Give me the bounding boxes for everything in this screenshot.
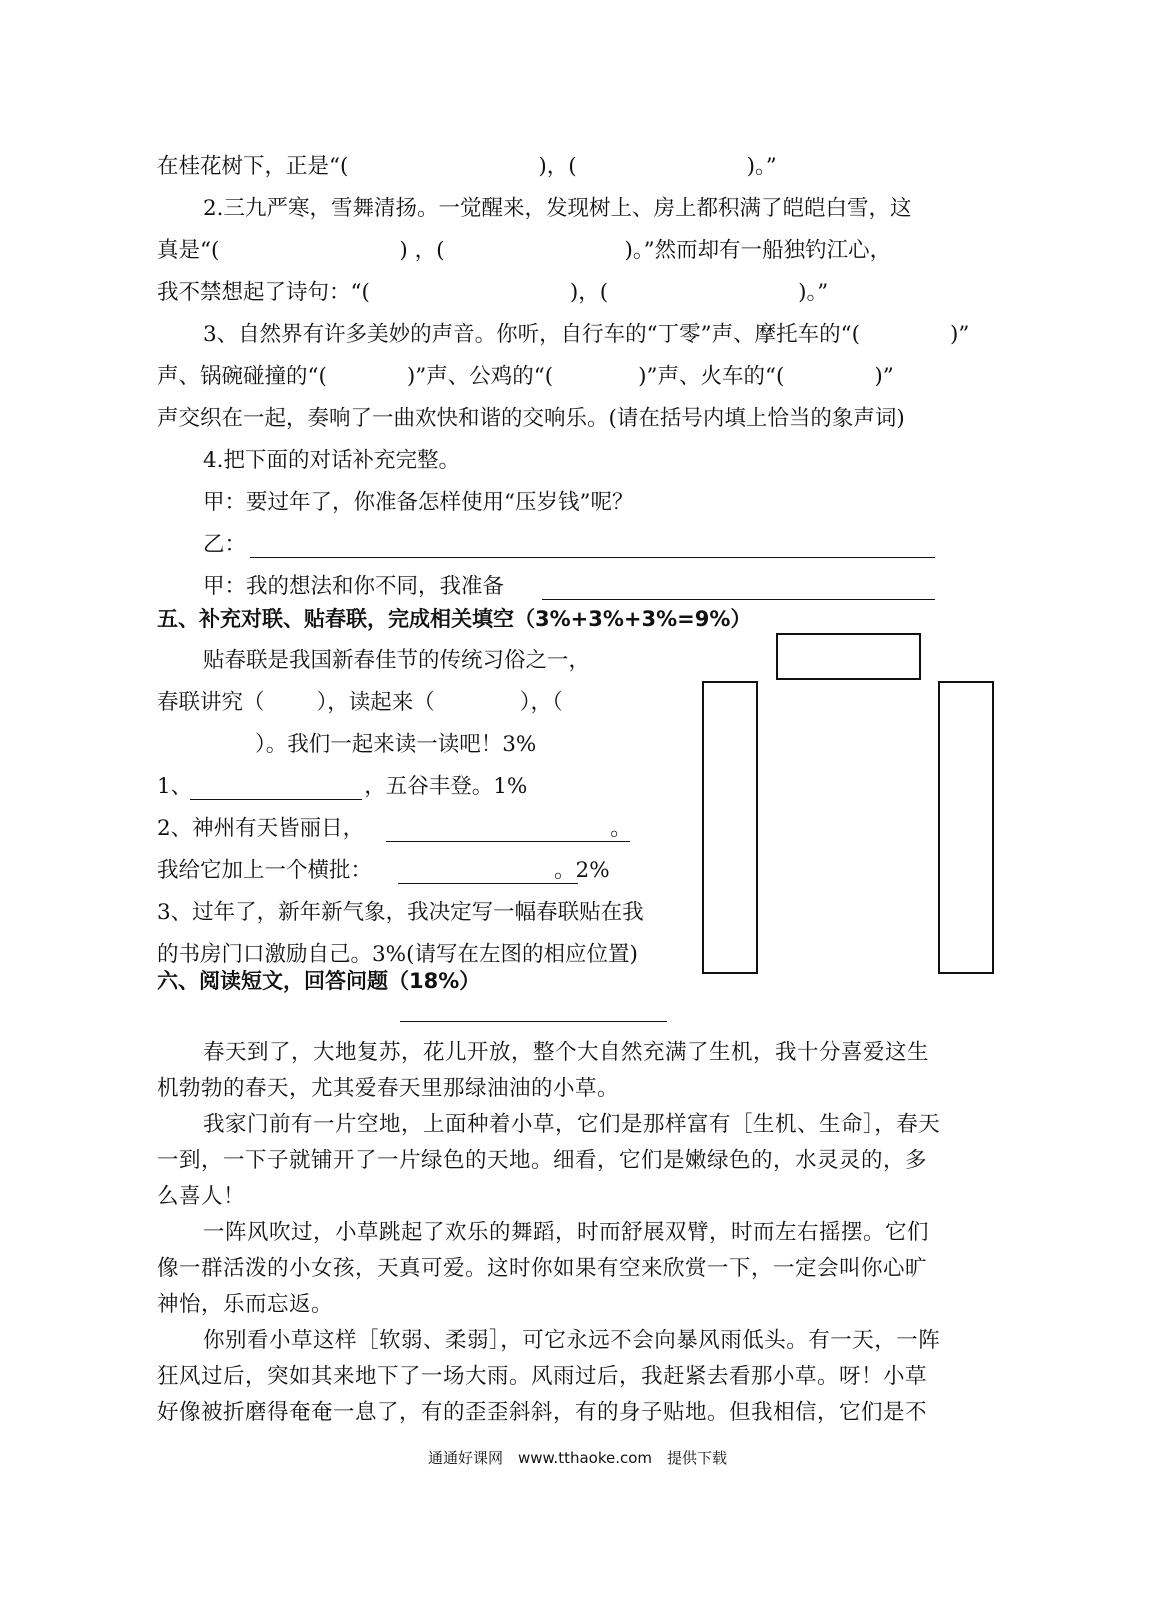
q4-line-9: 甲：要过年了，你准备怎样使用“压岁钱”呢？ bbox=[203, 490, 634, 515]
footer-text: 通通好课网 www.tthaoke.com 提供下载 bbox=[428, 1449, 728, 1467]
q4-line-7: 声交织在一起，奏响了一曲欢快和谐的交响乐。(请在括号内填上恰当的象声词) bbox=[157, 406, 905, 431]
q5-line-1: 贴春联是我国新春佳节的传统习俗之一， bbox=[203, 648, 591, 673]
couplet-horizontal-box[interactable] bbox=[776, 633, 921, 680]
q4-line-10: 乙： bbox=[203, 532, 247, 557]
q6-heading: 六、阅读短文，回答问题（18%） bbox=[157, 969, 481, 993]
title-blank[interactable] bbox=[400, 1021, 667, 1022]
para-4-line-2: 狂风过后，突如其来地下了一场大雨。风雨过后，我赶紧去看那小草。呀！小草 bbox=[157, 1364, 928, 1389]
para-2-line-3: 么喜人！ bbox=[157, 1184, 246, 1209]
couplet-blank-1[interactable] bbox=[190, 799, 362, 800]
para-1-line-2: 机勃勃的春天，尤其爱春天里那绿油油的小草。 bbox=[157, 1076, 620, 1101]
couplet-blank-2[interactable] bbox=[386, 841, 630, 842]
q5-item-1: 1、 ，五谷丰登。1% bbox=[157, 774, 528, 799]
q4-line-1: 在桂花树下，正是“( )，( )。” bbox=[157, 154, 777, 179]
q4-line-5: 3、自然界有许多美妙的声音。你听，自行车的“丁零”声、摩托车的“( )” bbox=[203, 322, 970, 347]
q5-heading: 五、补充对联、贴春联，完成相关填空（3%+3%+3%=9%） bbox=[157, 607, 752, 631]
para-3-line-1: 一阵风吹过，小草跳起了欢乐的舞蹈，时而舒展双臂，时而左右摇摆。它们 bbox=[203, 1220, 930, 1245]
q4-line-3: 真是“( ) ，( )。”然而却有一船独钓江心， bbox=[157, 238, 892, 263]
para-2-line-1: 我家门前有一片空地，上面种着小草，它们是那样富有［生机、生命］，春天 bbox=[203, 1112, 941, 1137]
answer-line-a[interactable] bbox=[542, 599, 935, 600]
couplet-left-box[interactable] bbox=[702, 681, 758, 974]
q4-line-4: 我不禁想起了诗句：“( )，( )。” bbox=[157, 280, 829, 305]
para-4-line-1: 你别看小草这样［软弱、柔弱］，可它永远不会向暴风雨低头。有一天，一阵 bbox=[203, 1328, 941, 1353]
q4-line-2: 2.三九严寒，雪舞清扬。一觉醒来，发现树上、房上都积满了皑皑白雪，这 bbox=[203, 196, 912, 221]
q4-line-8: 4.把下面的对话补充完整。 bbox=[203, 448, 461, 473]
q5-item-3b: 的书房门口激励自己。3%(请写在左图的相应位置) bbox=[157, 942, 638, 967]
para-2-line-2: 一到，一下子就铺开了一片绿色的天地。细看，它们是嫩绿色的，水灵灵的，多 bbox=[157, 1148, 928, 1173]
para-4-line-3: 好像被折磨得奄奄一息了，有的歪歪斜斜，有的身子贴地。但我相信，它们是不 bbox=[157, 1400, 928, 1425]
para-3-line-3: 神怡，乐而忘返。 bbox=[157, 1292, 334, 1317]
q5-item-2: 2、神州有天皆丽日， 。 bbox=[157, 816, 632, 841]
q5-item-2b: 我给它加上一个横批： 。2% bbox=[157, 858, 610, 883]
couplet-right-box[interactable] bbox=[938, 681, 994, 974]
q5-line-3: ）。我们一起来读一读吧！3% bbox=[255, 732, 537, 757]
q4-line-11: 甲：我的想法和你不同，我准备 bbox=[203, 574, 505, 599]
horizontal-scroll-blank[interactable] bbox=[398, 883, 578, 884]
para-3-line-2: 像一群活泼的小女孩，天真可爱。这时你如果有空来欣赏一下，一定会叫你心旷 bbox=[157, 1256, 928, 1281]
q5-line-2: 春联讲究（ ），读起来（ ），（ bbox=[157, 690, 563, 715]
answer-line-b[interactable] bbox=[250, 557, 935, 558]
q5-item-3: 3、过年了，新年新气象，我决定写一幅春联贴在我 bbox=[157, 900, 644, 925]
para-1-line-1: 春天到了，大地复苏，花儿开放，整个大自然充满了生机，我十分喜爱这生 bbox=[203, 1040, 930, 1065]
q4-line-6: 声、锅碗碰撞的“( )”声、公鸡的“( )”声、火车的“( )” bbox=[157, 364, 894, 389]
